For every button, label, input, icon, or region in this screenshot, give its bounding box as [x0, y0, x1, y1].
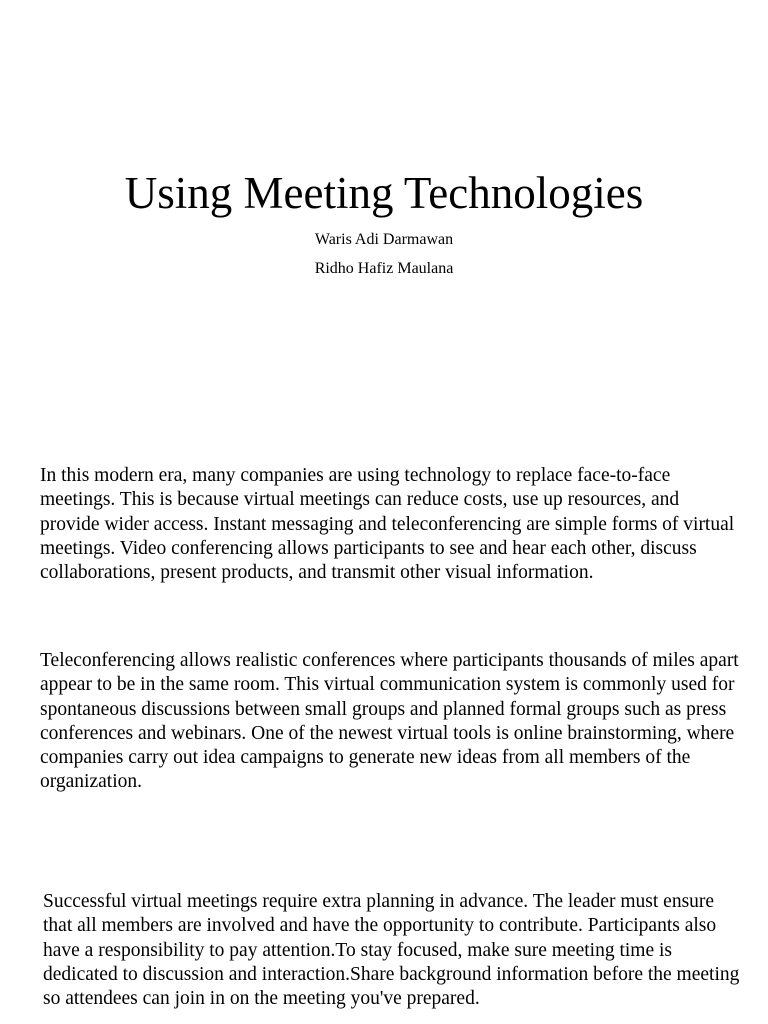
body-paragraph: Teleconferencing allows realistic conferences where participants thousands of miles apart appear to be in the same room. This virtual communication system is commonly used for spontaneous discussions between small groups and planned formal groups such as press conferences and webinars. One of the newest virtual tools is online brainstorming, where companies carry out idea campaigns to generate new ideas from all members of the organization. [40, 650, 739, 793]
author-name: Waris Adi Darmawan [314, 231, 454, 248]
document-title: Using Meeting Technologies [124, 168, 644, 218]
body-paragraph: Successful virtual meetings require extra planning in advance. The leader must ensure that all members are involved and have the opportunity to contribute. Participants also have a responsibility to pay attention.To stay focused, make sure meeting time is dedicated to discussion and interaction.Share background information before the meeting so attendees can join in on the meeting you've prepared. [43, 891, 740, 1010]
author-name: Ridho Hafiz Maulana [314, 260, 454, 277]
body-paragraph: In this modern era, many companies are using technology to replace face-to-face meetings. This is because virtual meetings can reduce costs, use up resources, and provide wider access. Instant messaging and teleconferencing are simple forms of virtual meetings. Video conferencing allows participants to see and hear each other, discuss collaborations, present products, and transmit other visual information. [40, 465, 735, 584]
